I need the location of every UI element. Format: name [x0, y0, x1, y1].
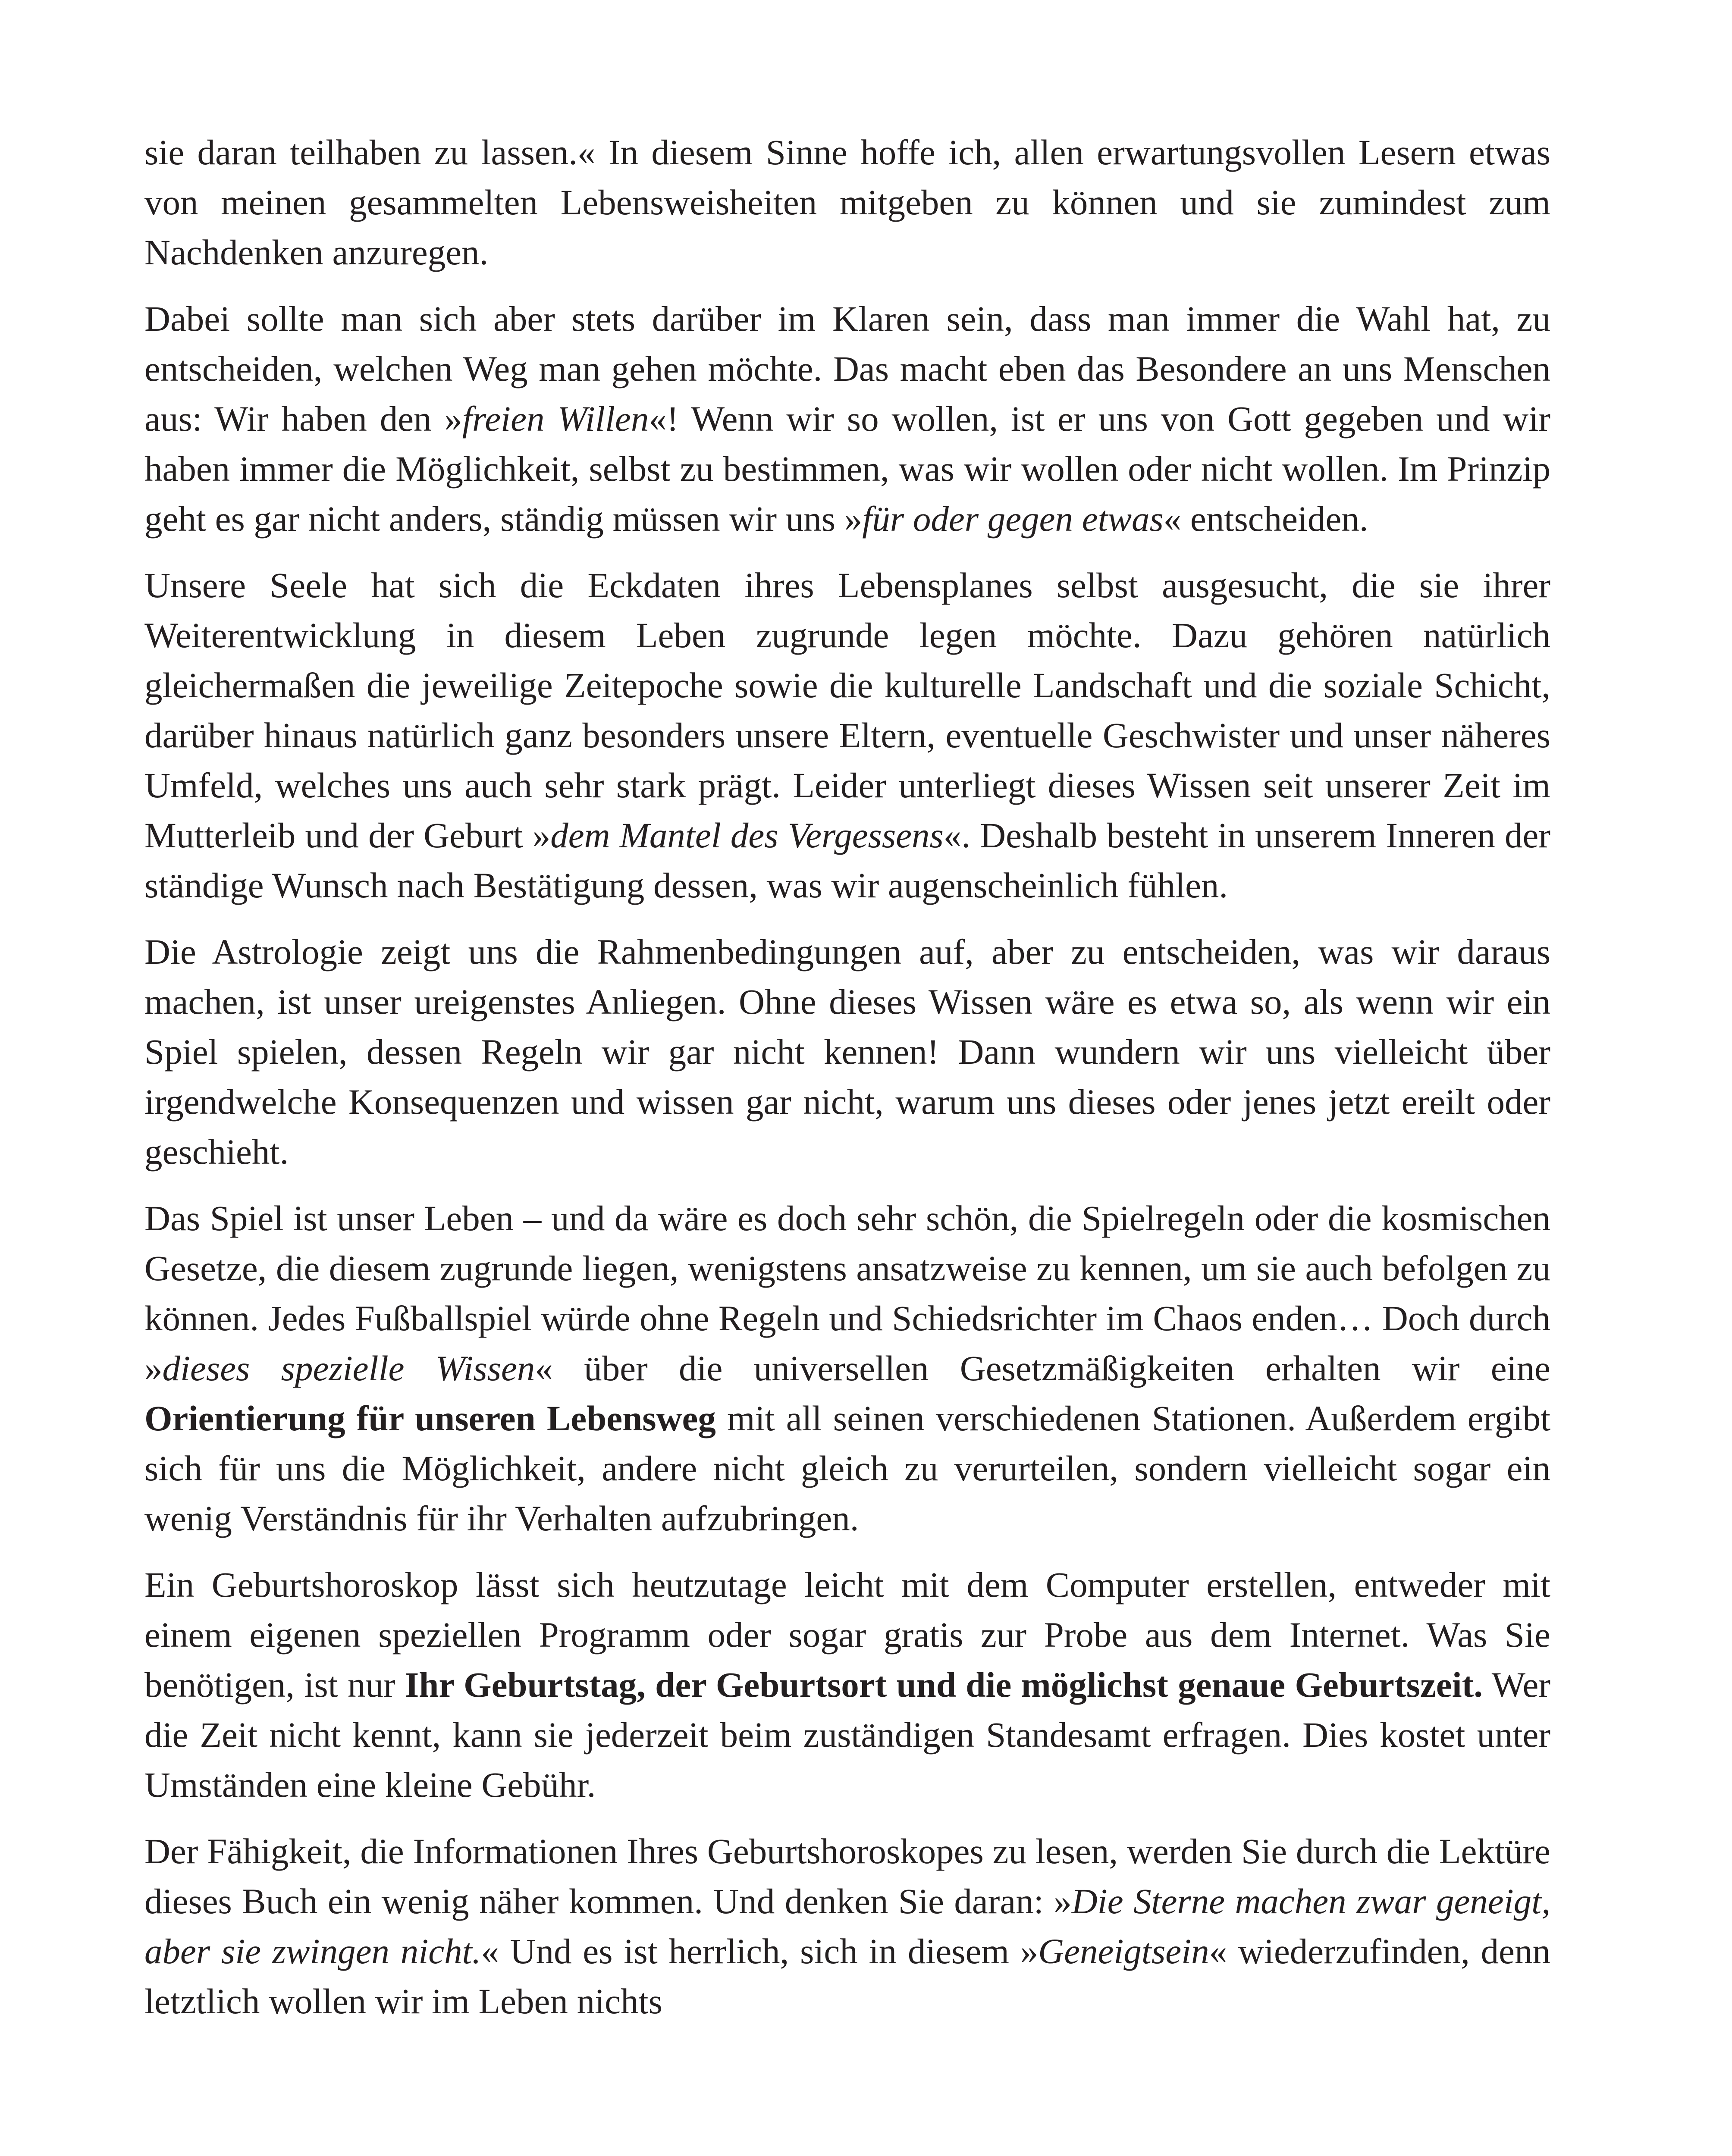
paragraph: [144, 1193, 1550, 1543]
text-run: Unsere Seele hat sich die Eckdaten ihres Lebensplanes selbst ausgesucht, die sie ihrer Weiterentwicklung in diesem Leben zugrunde legen möchte. Dazu gehören natürlich gleichermaßen die jeweilige Zeitepoche sowie die kulturelle Landschaft und die soziale Schicht, darüber hinaus natürlich ganz besonders unsere Eltern, eventuelle Geschwister und unser näheres Umfeld, welches uns auch sehr stark prägt. Leider unterliegt dieses Wissen seit unserer Zeit im Mutterleib und der Geburt »: [144, 565, 1550, 855]
italic-emphasis: für oder gegen etwas: [862, 499, 1164, 539]
italic-emphasis: freien Willen: [462, 399, 649, 439]
paragraph: [144, 927, 1550, 1177]
text-run: Dabei sollte man sich aber stets darüber im Klaren sein, dass man immer die Wahl hat, zu entscheiden, welchen Weg man gehen möchte. Das macht eben das Besondere an uns Menschen aus: Wir haben den »: [144, 299, 1550, 439]
paragraph: [144, 560, 1550, 910]
text-run: Wer die Zeit nicht kennt, kann sie jederzeit beim zuständigen Standesamt erfragen. Dies kostet unter Umständen eine kleine Gebühr.: [144, 1665, 1550, 1805]
bold-emphasis: Ihr Geburtstag, der Geburtsort und die möglichst genaue Geburtszeit.: [405, 1665, 1483, 1705]
text-run: « über die universellen Gesetzmäßigkeiten erhalten wir eine: [535, 1348, 1551, 1388]
italic-emphasis: Geneigtsein: [1038, 1931, 1209, 1971]
text-run: Die Astrologie zeigt uns die Rahmenbedingungen auf, aber zu entscheiden, was wir daraus machen, ist unser ureigenstes Anliegen. Ohne dieses Wissen wäre es etwa so, als wenn wir ein Spiel spielen, dessen Regeln wir gar nicht kennen! Dann wundern wir uns vielleicht über irgendwelche Konsequenzen und wissen gar nicht, warum uns dieses oder jenes jetzt ereilt oder geschieht.: [144, 932, 1550, 1172]
italic-emphasis: Die Sterne machen zwar geneigt, aber sie zwingen nicht.: [144, 1881, 1550, 1971]
italic-emphasis: dem Mantel des Vergessens: [550, 815, 944, 855]
text-run: sie daran teilhaben zu lassen.« In diesem Sinne hoffe ich, allen erwartungsvollen Lesern etwas von meinen gesammelten Lebensweisheiten mitgeben zu können und sie zumindest zum Nachdenken anzuregen.: [144, 132, 1550, 272]
body-text: [144, 127, 1550, 2043]
paragraph: [144, 127, 1550, 277]
text-run: Das Spiel ist unser Leben – und da wäre es doch sehr schön, die Spielregeln oder die kosmischen Gesetze, die diesem zugrunde liegen, wenigstens ansatzweise zu kennen, um sie auch befolgen zu können. Jedes Fußballspiel würde ohne Regeln und Schiedsrichter im Chaos enden… Doch durch »: [144, 1198, 1550, 1388]
bold-emphasis: Orientierung für unseren Lebensweg: [144, 1398, 716, 1438]
text-run: « Und es ist herrlich, sich in diesem »: [481, 1931, 1039, 1971]
paragraph: [144, 1560, 1550, 1810]
text-run: « entscheiden.: [1163, 499, 1368, 539]
text-run: « wiederzufinden, denn letztlich wollen wir im Leben nichts: [144, 1931, 1550, 2021]
text-run: Ein Geburtshoroskop lässt sich heutzutage leicht mit dem Computer erstellen, entweder mit einem eigenen speziellen Programm oder sogar gratis zur Probe aus dem Internet. Was Sie benötigen, ist nur: [144, 1565, 1550, 1705]
text-run: mit all seinen verschiedenen Stationen. Außerdem ergibt sich für uns die Möglichkeit, andere nicht gleich zu verurteilen, sondern vielleicht sogar ein wenig Verständnis für ihr Verhalten aufzubringen.: [144, 1398, 1551, 1538]
paragraph: [144, 1826, 1550, 2026]
text-run: «. Deshalb besteht in unserem Inneren der ständige Wunsch nach Bestätigung dessen, was wir augenscheinlich fühlen.: [144, 815, 1550, 905]
italic-emphasis: dieses spezielle Wissen: [162, 1348, 535, 1388]
paragraph: [144, 294, 1550, 544]
text-run: «! Wenn wir so wollen, ist er uns von Gott gegeben und wir haben immer die Möglichkeit, selbst zu bestimmen, was wir wollen oder nicht wollen. Im Prinzip geht es gar nicht anders, ständig müssen wir uns »: [144, 399, 1550, 539]
text-run: Der Fähigkeit, die Informationen Ihres Geburtshoroskopes zu lesen, werden Sie durch die Lektüre dieses Buch ein wenig näher kommen. Und denken Sie daran: »: [144, 1831, 1550, 1921]
